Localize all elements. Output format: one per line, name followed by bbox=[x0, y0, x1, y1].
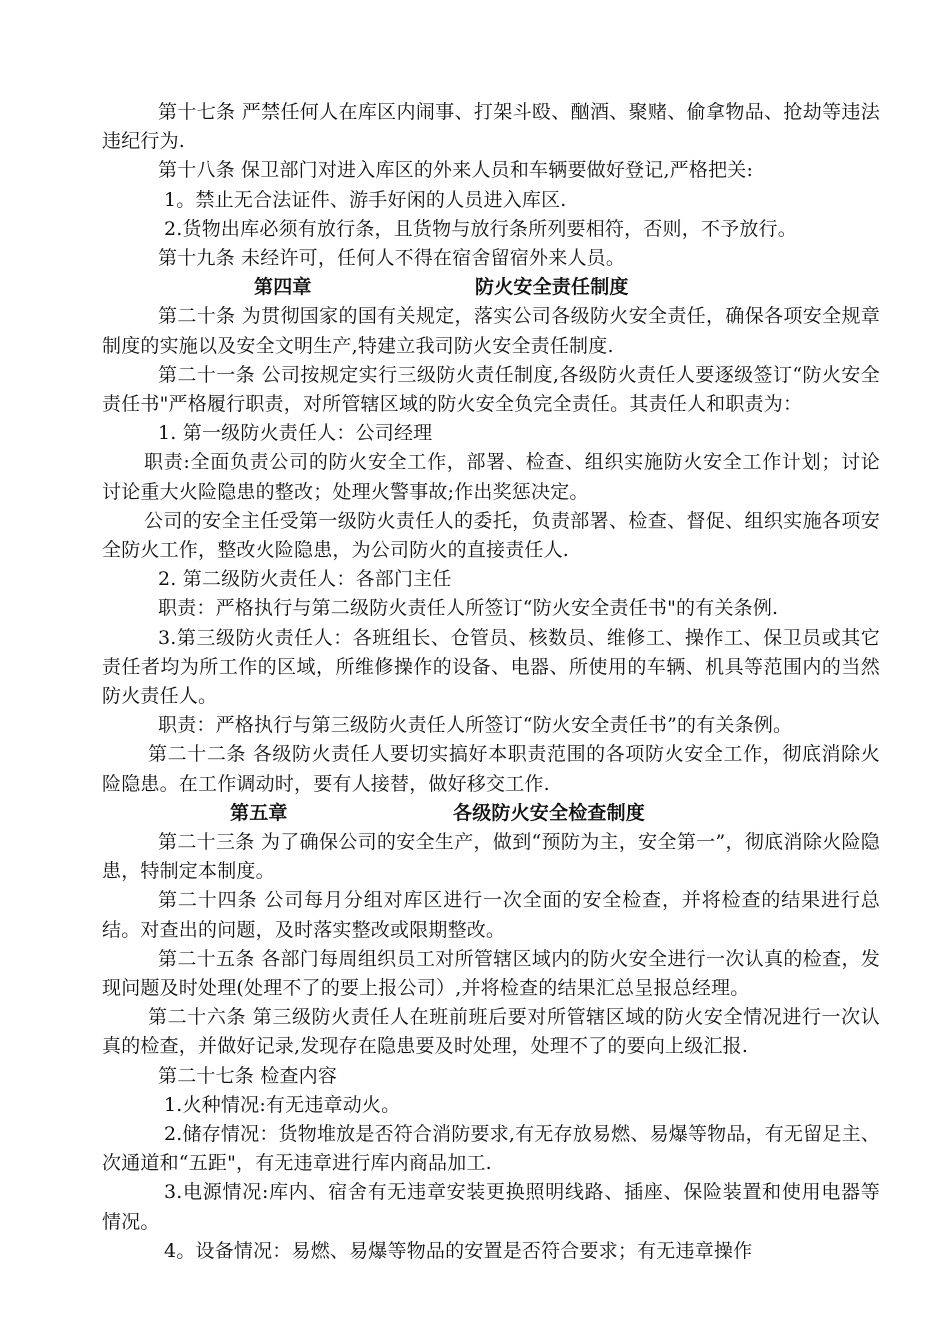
article-17: 第十七条 严禁任何人在库区内闹事、打架斗殴、酗酒、聚赌、偷拿物品、抢劫等违法违纪行为. bbox=[102, 101, 880, 153]
article-18-item-2: 2.货物出库必须有放行条，且货物与放行条所列要相符，否则，不予放行。 bbox=[164, 217, 797, 240]
chapter-5-heading bbox=[102, 799, 880, 828]
article-21: 第二十一条 公司按规定实行三级防火责任制度,各级防火责任人要逐级签订“防火安全责任书"严格履行职责，对所管辖区域的防火安全负完全责任。其责任人和职责为： bbox=[102, 363, 880, 416]
level-1-duties: 职责:全面负责公司的防火安全工作，部署、检查、组织实施防火安全工作计划；讨论讨论重大火险隐患的整改；处理火警事故;作出奖惩决定。 bbox=[102, 451, 880, 503]
chapter-4-title: 防火安全责任制度 bbox=[475, 276, 629, 299]
document-page bbox=[102, 98, 880, 1266]
level-3-responsible: 3.第三级防火责任人：各班组长、仓管员、核数员、维修工、操作工、保卫员或其它责任者均为所工作的区域，所维修操作的设备、电器、所使用的车辆、机具等范围内的当然防火责任人。 bbox=[102, 626, 880, 708]
safety-director-duties: 公司的安全主任受第一级防火责任人的委托，负责部署、检查、督促、组织实施各项安全防火工作，整改火险隐患，为公司防火的直接责任人. bbox=[102, 509, 880, 562]
level-2-duties: 职责：严格执行与第二级防火责任人所签订“防火安全责任书"的有关条例. bbox=[158, 597, 779, 620]
article-19: 第十九条 未经许可，任何人不得在宿舍留宿外来人员。 bbox=[158, 247, 626, 270]
article-23: 第二十三条 为了确保公司的安全生产，做到“预防为主，安全第一”，彻底消除火险隐患，特制定本制度。 bbox=[102, 831, 880, 883]
article-18-item-1: 1。禁止无合法证件、游手好闲的人员进入库区. bbox=[164, 188, 567, 211]
chapter-4-number: 第四章 bbox=[254, 276, 312, 299]
check-item-1: 1.火种情况:有无违章动火。 bbox=[164, 1093, 401, 1116]
article-27: 第二十七条 检查内容 bbox=[158, 1064, 338, 1087]
article-24: 第二十四条 公司每月分组对库区进行一次全面的安全检查，并将检查的结果进行总结。对查出的问题，及时落实整改或限期整改。 bbox=[102, 889, 880, 941]
check-item-2: 2.储存情况：货物堆放是否符合消防要求,有无存放易燃、易爆等物品，有无留足主、次通道和“五距"，有无违章进行库内商品加工. bbox=[102, 1123, 880, 1175]
article-22: 第二十二条 各级防火责任人要切实搞好本职责范围的各项防火安全工作，彻底消除火险隐患。在工作调动时，要有人接替，做好移交工作. bbox=[102, 743, 880, 795]
article-26: 第二十六条 第三级防火责任人在班前班后要对所管辖区域的防火安全情况进行一次认真的检查，并做好记录,发现存在隐患要及时处理，处理不了的要向上级汇报. bbox=[102, 1006, 880, 1058]
level-3-duties: 职责：严格执行与第三级防火责任人所签订“防火安全责任书”的有关条例。 bbox=[158, 714, 793, 737]
article-18: 第十八条 保卫部门对进入库区的外来人员和车辆要做好登记,严格把关: bbox=[158, 159, 754, 182]
check-item-3: 3.电源情况:库内、宿舍有无违章安装更换照明线路、插座、保险装置和使用电器等情况。 bbox=[102, 1181, 880, 1233]
chapter-5-number: 第五章 bbox=[230, 801, 288, 824]
chapter-5-title: 各级防火安全检查制度 bbox=[453, 801, 646, 824]
article-25: 第二十五条 各部门每周组织员工对所管辖区域内的防火安全进行一次认真的检查，发现问题及时处理(处理不了的要上报公司）,并将检查的结果汇总呈报总经理。 bbox=[102, 947, 880, 1000]
level-1-responsible: 1. 第一级防火责任人：公司经理 bbox=[158, 422, 433, 445]
level-2-responsible: 2. 第二级防火责任人：各部门主任 bbox=[158, 568, 452, 591]
article-20: 第二十条 为贯彻国家的国有关规定，落实公司各级防火安全责任，确保各项安全规章制度的实施以及安全文明生产,特建立我司防火安全责任制度. bbox=[102, 305, 880, 357]
chapter-4-heading bbox=[102, 273, 880, 302]
check-item-4: 4。设备情况：易燃、易爆等物品的安置是否符合要求；有无违章操作 bbox=[164, 1239, 753, 1262]
